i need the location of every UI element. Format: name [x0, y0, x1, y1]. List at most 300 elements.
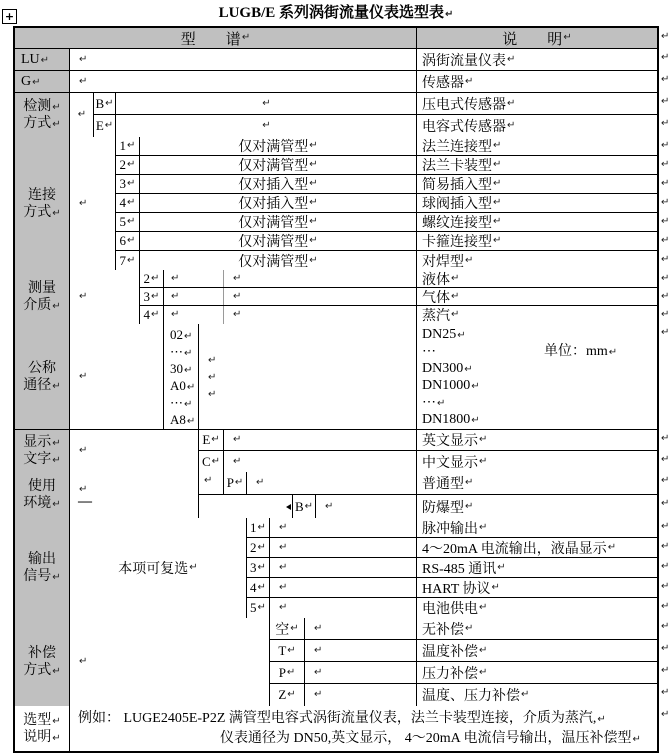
desc-cell: 蒸汽 ↵ — [422, 309, 460, 324]
pilcrow-mark: ↵ — [445, 9, 454, 20]
row-end-pilcrow: ↵ — [661, 140, 670, 151]
pilcrow-mark: ↵ — [40, 55, 50, 66]
pilcrow-mark: ↵ — [52, 207, 61, 219]
code-cell: C ↵ — [199, 451, 224, 472]
pilcrow-mark: ↵ — [127, 159, 136, 170]
environment-row-p — [199, 472, 657, 495]
desc-cell: 压力补偿 ↵ — [422, 666, 488, 682]
pilcrow-mark: ↵ — [186, 415, 196, 427]
empty-cell — [70, 49, 417, 70]
row-end-pilcrow: ↵ — [661, 273, 670, 284]
row-lu — [15, 49, 657, 71]
row-end-pilcrow: ↵ — [661, 216, 670, 227]
compensation-row-none — [270, 618, 657, 640]
pilcrow-mark: ↵ — [127, 197, 136, 208]
pilcrow-mark: ↵ — [189, 562, 198, 573]
span-cell — [70, 430, 199, 472]
desc-cell: 4～20mA 电流输出，液晶显示 ↵ — [422, 541, 617, 557]
table-move-handle[interactable] — [2, 9, 17, 24]
band-compensation — [15, 618, 657, 706]
pilcrow-mark: ↵ — [479, 644, 488, 656]
pilcrow-mark: ↵ — [479, 434, 488, 445]
pilcrow-mark: ↵ — [184, 347, 193, 359]
desc-cell: 螺纹连接型 ↵ — [422, 216, 502, 231]
pilcrow-mark: ↵ — [151, 290, 160, 302]
pilcrow-mark: ↵ — [507, 53, 516, 65]
row-end-pilcrow: ↵ — [661, 96, 670, 107]
pilcrow-mark: ↵ — [279, 521, 288, 533]
span-cell — [70, 93, 94, 137]
pilcrow-mark: ↵ — [279, 561, 288, 573]
pilcrow-mark: ↵ — [79, 445, 88, 456]
note-cell: 仅对插入型 ↵ — [140, 194, 417, 212]
empty-cell — [305, 684, 417, 706]
output-row-1 — [247, 518, 657, 538]
output-row-5 — [247, 598, 657, 618]
row-end-pilcrow: ↵ — [661, 254, 670, 265]
empty-cell — [224, 306, 417, 324]
pilcrow-mark: ↵ — [479, 666, 488, 678]
pilcrow-mark: ↵ — [451, 290, 460, 302]
medium-row-3 — [140, 288, 657, 306]
row-end-pilcrow: ↵ — [661, 433, 670, 444]
pilcrow-mark: ↵ — [257, 561, 266, 573]
empty-cell — [224, 430, 417, 450]
code-cell: 6 ↵ — [116, 232, 140, 250]
pilcrow-mark: ↵ — [32, 77, 41, 88]
code-cell: 空 ↵ — [270, 618, 305, 639]
pilcrow-mark: ↵ — [79, 291, 88, 302]
output-row-4 — [247, 578, 657, 598]
desc-cell: 法兰连接型 ↵ — [422, 140, 502, 155]
pilcrow-mark: ↵ — [211, 455, 221, 467]
pilcrow-mark: ↵ — [607, 541, 617, 553]
desc-cell: 简易插入型 ↵ — [422, 178, 502, 193]
row-label-g: G↵ — [15, 71, 70, 92]
code-cell: 1 ↵ — [116, 137, 140, 155]
empty-cell — [270, 538, 417, 557]
connect-row-3 — [116, 175, 657, 194]
row-end-pilcrow: ↵ — [661, 475, 670, 486]
pilcrow-mark: ↵ — [493, 140, 502, 151]
desc-cell: 对焊型 ↵ — [422, 254, 474, 270]
pilcrow-mark: ↵ — [290, 622, 299, 634]
code-cell: 2 ↵ — [116, 156, 140, 174]
pilcrow-mark: ↵ — [52, 301, 61, 312]
pilcrow-mark: ↵ — [233, 434, 242, 445]
pilcrow-mark: ↵ — [257, 541, 266, 553]
connect-row-2 — [116, 156, 657, 175]
row-end-pilcrow: ↵ — [661, 291, 670, 302]
desc-cell: 传感器 ↵ — [422, 75, 474, 91]
pilcrow-mark: ↵ — [256, 477, 265, 488]
pilcrow-mark: ↵ — [457, 329, 466, 341]
pilcrow-mark: ↵ — [52, 119, 61, 130]
pilcrow-mark: ↵ — [493, 235, 502, 246]
pilcrow-mark: ↵ — [304, 500, 314, 512]
pilcrow-mark: ↵ — [257, 602, 266, 613]
pilcrow-mark: ↵ — [234, 477, 244, 488]
empty-cell — [199, 324, 417, 429]
desc-cell: 球阀插入型 ↵ — [422, 197, 502, 212]
empty-cell — [224, 288, 417, 305]
row-end-pilcrow: ↵ — [661, 561, 670, 572]
empty-cell — [224, 270, 417, 287]
pilcrow-mark: ↵ — [632, 734, 641, 745]
medium-row-2 — [140, 270, 657, 288]
span-cell — [70, 324, 164, 429]
tab-marker-cell — [199, 495, 293, 518]
pilcrow-mark: ↵ — [233, 455, 242, 467]
pilcrow-mark: ↵ — [451, 272, 460, 284]
pilcrow-mark: ↵ — [233, 272, 242, 284]
code-cell: P ↵ — [224, 472, 247, 494]
pilcrow-mark: ↵ — [465, 75, 474, 87]
pilcrow-mark: ↵ — [465, 500, 474, 512]
pilcrow-mark: ↵ — [507, 97, 516, 109]
pilcrow-mark: ↵ — [309, 140, 318, 151]
desc-cell: RS-485 通讯 ↵ — [422, 561, 506, 577]
row-end-pilcrow: ↵ — [661, 498, 670, 509]
pilcrow-mark: ↵ — [493, 197, 502, 208]
note-cell: 仅对满管型 ↵ — [140, 251, 417, 270]
pilcrow-mark: ↵ — [104, 120, 114, 131]
pilcrow-mark: ↵ — [208, 355, 217, 366]
output-row-3 — [247, 558, 657, 578]
band-nominal-diameter — [15, 324, 657, 430]
empty-cell — [247, 472, 417, 494]
pilcrow-mark: ↵ — [171, 290, 180, 302]
desc-cell: 防爆型 ↵ — [422, 500, 474, 516]
diameter-code-list: 02↵ ⋯↵ 30↵ A0↵ ⋯↵ A8↵ — [164, 324, 199, 429]
pilcrow-mark: ↵ — [465, 254, 474, 266]
band-medium — [15, 270, 657, 324]
dash-mark: — — [78, 494, 92, 509]
compensation-row-t — [270, 640, 657, 662]
pilcrow-mark: ↵ — [52, 732, 61, 744]
pilcrow-mark: ↵ — [127, 216, 136, 227]
multi-select-note: 本项可复选 ↵ — [70, 518, 247, 618]
pilcrow-mark: ↵ — [52, 102, 61, 113]
code-cell: T ↵ — [270, 640, 305, 661]
row-end-pilcrow: ↵ — [661, 601, 670, 612]
compensation-row-z — [270, 684, 657, 706]
pilcrow-mark: ↵ — [521, 689, 530, 700]
pilcrow-mark: ↵ — [279, 581, 288, 593]
code-cell: 4 ↵ — [116, 194, 140, 212]
row-end-pilcrow: ↵ — [661, 687, 670, 698]
desc-cell: 法兰卡装型 ↵ — [422, 159, 502, 174]
row-label-medium: 测量 介质↵ — [15, 270, 70, 324]
connect-row-4 — [116, 194, 657, 213]
example-text: 例如： LUGE2405E-P2Z 满管型电容式涡街流量仪表，法兰卡装型连接，介质为蒸汽,↵ 仪表通径为 DN50,英文显示， 4～20mA 电流信号输出，温压补偿型↵ — [78, 711, 641, 746]
row-label-selection-example: 选型↵ 说明↵ — [15, 706, 70, 751]
row-g — [15, 71, 657, 93]
band-detect-mode — [15, 93, 657, 137]
pilcrow-mark: ↵ — [77, 109, 87, 120]
unit-note: 单位：mm↵ — [544, 343, 618, 359]
pilcrow-mark: ↵ — [309, 178, 318, 189]
pilcrow-mark: ↵ — [314, 666, 323, 678]
pilcrow-mark: ↵ — [257, 581, 266, 593]
desc-cell: 无补偿 ↵ — [422, 622, 474, 638]
band-output-signal — [15, 518, 657, 618]
row-end-pilcrow: ↵ — [661, 309, 670, 320]
desc-cell: 英文显示 ↵ — [422, 434, 488, 449]
pilcrow-mark: ↵ — [79, 53, 88, 65]
compensation-row-p — [270, 662, 657, 684]
left-triangle-mark — [286, 504, 291, 510]
code-cell: 3 ↵ — [140, 288, 164, 305]
pilcrow-mark: ↵ — [286, 666, 296, 678]
connect-row-1 — [116, 137, 657, 156]
pilcrow-mark: ↵ — [79, 484, 88, 495]
code-cell: Z ↵ — [270, 684, 305, 706]
code-cell: E ↵ — [199, 430, 224, 450]
move-handle-icon: + — [4, 10, 15, 23]
pilcrow-mark: ↵ — [52, 499, 61, 510]
desc-cell: 涡街流量仪表 ↵ — [422, 53, 516, 69]
pilcrow-mark: ↵ — [127, 140, 136, 151]
desc-cell: 液体 ↵ — [422, 272, 460, 288]
pilcrow-mark: ↵ — [314, 622, 323, 634]
desc-cell: 温度补偿 ↵ — [422, 644, 488, 660]
code-cell: 5 ↵ — [116, 213, 140, 231]
empty-cell — [305, 618, 417, 639]
pilcrow-mark: ↵ — [563, 32, 572, 43]
empty-cell — [164, 288, 224, 305]
pilcrow-mark: ↵ — [287, 644, 296, 656]
pilcrow-mark: ↵ — [309, 235, 318, 246]
row-label-environment: 使用 环境↵ — [15, 472, 70, 518]
pilcrow-mark: ↵ — [52, 715, 61, 727]
row-end-pilcrow: ↵ — [661, 581, 670, 592]
pilcrow-mark: ↵ — [314, 644, 323, 656]
pilcrow-mark: ↵ — [79, 197, 88, 209]
pilcrow-mark: ↵ — [451, 309, 460, 320]
pilcrow-mark: ↵ — [171, 309, 180, 320]
pilcrow-mark: ↵ — [184, 330, 193, 342]
span-cell — [70, 472, 199, 518]
pilcrow-mark: ↵ — [105, 97, 114, 109]
row-end-pilcrow: ↵ — [661, 643, 670, 654]
empty-cell — [316, 495, 417, 518]
detect-row-e — [94, 115, 657, 137]
pilcrow-mark: ↵ — [493, 178, 502, 189]
table-header-row — [15, 28, 657, 49]
row-end-pilcrow: ↵ — [661, 52, 670, 63]
pilcrow-mark: ↵ — [479, 521, 488, 533]
pilcrow-mark: ↵ — [211, 434, 220, 445]
row-label-nominal-diameter: 公称 通径↵ — [15, 324, 70, 429]
code-cell: 3 ↵ — [247, 558, 270, 577]
selection-table — [13, 26, 659, 753]
pilcrow-mark: ↵ — [186, 381, 196, 393]
empty-cell — [270, 558, 417, 577]
note-cell: 仅对插入型 ↵ — [140, 175, 417, 193]
pilcrow-mark: ↵ — [184, 364, 193, 376]
pilcrow-mark: ↵ — [479, 455, 488, 467]
empty-cell — [164, 270, 224, 287]
pilcrow-mark: ↵ — [471, 380, 480, 392]
row-label-detect-mode: 检测↵ 方式↵ — [15, 93, 70, 137]
empty-cell — [199, 472, 224, 494]
pilcrow-mark: ↵ — [208, 389, 217, 400]
header-description: 说 明 ↵ — [417, 28, 657, 48]
desc-cell: 温度、压力补偿 ↵ — [422, 689, 530, 704]
band-display-language — [15, 430, 657, 472]
code-cell: E ↵ — [94, 115, 116, 137]
desc-cell: 气体 ↵ — [422, 290, 460, 306]
pilcrow-mark: ↵ — [204, 475, 213, 486]
desc-cell: 压电式传感器 ↵ — [422, 97, 516, 113]
pilcrow-mark: ↵ — [608, 346, 618, 358]
row-end-pilcrow: ↵ — [661, 709, 670, 720]
span-cell — [70, 137, 116, 270]
row-end-pilcrow: ↵ — [661, 665, 670, 676]
row-end-pilcrow: ↵ — [661, 31, 670, 42]
code-cell: P ↵ — [270, 662, 305, 683]
pilcrow-mark: ↵ — [208, 372, 217, 383]
pilcrow-mark: ↵ — [465, 622, 474, 634]
code-cell: 2 ↵ — [140, 270, 164, 287]
pilcrow-mark: ↵ — [493, 216, 502, 227]
row-label-lu: LU↵ — [15, 49, 70, 70]
pilcrow-mark: ↵ — [257, 521, 266, 533]
row-end-pilcrow: ↵ — [661, 621, 670, 632]
pilcrow-mark: ↵ — [184, 398, 193, 410]
diameter-desc-list: DN25↵ ⋯ 单位：mm↵ DN300↵ DN1000↵ ⋯↵ DN1800↵ — [422, 326, 618, 427]
note-cell: 仅对满管型 ↵ — [140, 156, 417, 174]
pilcrow-mark: ↵ — [52, 380, 61, 392]
pilcrow-mark: ↵ — [325, 500, 334, 512]
band-connection-mode — [15, 137, 657, 270]
row-end-pilcrow: ↵ — [661, 118, 670, 129]
pilcrow-mark: ↵ — [279, 602, 288, 613]
empty-cell — [70, 71, 417, 92]
code-cell: 4 ↵ — [247, 578, 270, 597]
desc-cell: 中文显示 ↵ — [422, 455, 488, 471]
note-cell: 仅对满管型 ↵ — [140, 137, 417, 155]
display-row-e — [199, 430, 657, 451]
empty-cell — [224, 451, 417, 472]
code-cell: 3 ↵ — [116, 175, 140, 193]
empty-cell — [116, 115, 417, 137]
pilcrow-mark: ↵ — [171, 272, 180, 284]
code-cell: B ↵ — [94, 93, 116, 114]
row-end-pilcrow: ↵ — [661, 327, 670, 338]
pilcrow-mark: ↵ — [79, 75, 88, 87]
note-cell: 仅对满管型 ↵ — [140, 213, 417, 231]
pilcrow-mark: ↵ — [309, 197, 318, 208]
code-cell: B ↵ — [293, 495, 316, 518]
pilcrow-mark: ↵ — [151, 272, 160, 284]
pilcrow-mark: ↵ — [471, 414, 480, 426]
span-cell — [70, 618, 270, 706]
pilcrow-mark: ↵ — [241, 32, 251, 43]
row-label-output-signal: 输出 信号↵ — [15, 518, 70, 618]
empty-cell — [270, 578, 417, 597]
pilcrow-mark: ↵ — [127, 254, 136, 266]
pilcrow-mark: ↵ — [52, 438, 61, 449]
code-cell: 1 ↵ — [247, 518, 270, 537]
row-label-connection-mode: 连接 方式↵ — [15, 137, 70, 270]
medium-row-4 — [140, 306, 657, 324]
pilcrow-mark: ↵ — [314, 689, 323, 700]
pilcrow-mark: ↵ — [233, 309, 242, 320]
pilcrow-mark: ↵ — [279, 541, 288, 553]
desc-cell: HART 协议 ↵ — [422, 581, 500, 597]
pilcrow-mark: ↵ — [52, 666, 61, 677]
row-end-pilcrow: ↵ — [661, 178, 670, 189]
empty-cell — [270, 518, 417, 537]
pilcrow-mark: ↵ — [493, 159, 502, 170]
pilcrow-mark: ↵ — [479, 602, 488, 613]
empty-cell — [116, 93, 417, 114]
note-cell: 仅对满管型 ↵ — [140, 232, 417, 250]
pilcrow-mark: ↵ — [491, 581, 500, 593]
pilcrow-mark: ↵ — [597, 714, 606, 725]
row-end-pilcrow: ↵ — [661, 74, 670, 85]
pilcrow-mark: ↵ — [309, 216, 318, 227]
desc-cell: 普通型 ↵ — [422, 477, 474, 492]
pilcrow-mark: ↵ — [309, 254, 318, 266]
row-end-pilcrow: ↵ — [661, 159, 670, 170]
pilcrow-mark: ↵ — [79, 370, 88, 382]
pilcrow-mark: ↵ — [127, 235, 136, 246]
desc-cell: 电容式传感器 ↵ — [422, 120, 516, 135]
pilcrow-mark: ↵ — [127, 178, 136, 189]
connect-row-5 — [116, 213, 657, 232]
page-title: LUGB/E 系列涡街流量仪表选型表↵ — [218, 5, 454, 21]
pilcrow-mark: ↵ — [52, 572, 61, 583]
row-end-pilcrow: ↵ — [661, 454, 670, 465]
desc-cell: 电池供电 ↵ — [422, 602, 488, 617]
connect-row-6 — [116, 232, 657, 251]
pilcrow-mark: ↵ — [151, 309, 160, 320]
empty-cell — [305, 662, 417, 683]
pilcrow-mark: ↵ — [437, 397, 446, 409]
pilcrow-mark: ↵ — [497, 561, 506, 573]
display-row-c — [199, 451, 657, 472]
code-cell: 2 ↵ — [247, 538, 270, 557]
row-end-pilcrow: ↵ — [661, 541, 670, 552]
empty-cell — [164, 306, 224, 324]
empty-cell — [270, 598, 417, 618]
row-end-pilcrow: ↵ — [661, 197, 670, 208]
span-cell — [70, 270, 140, 324]
pilcrow-mark: ↵ — [262, 97, 271, 109]
code-cell: 4 ↵ — [140, 306, 164, 324]
row-label-display-language: 显示↵ 文字↵ — [15, 430, 70, 472]
pilcrow-mark: ↵ — [79, 656, 88, 667]
pilcrow-mark: ↵ — [309, 159, 318, 170]
pilcrow-mark: ↵ — [507, 120, 516, 131]
pilcrow-mark: ↵ — [287, 689, 296, 700]
desc-cell: 脉冲输出 ↵ — [422, 521, 488, 537]
pilcrow-mark: ↵ — [262, 120, 271, 131]
code-cell: 5 ↵ — [247, 598, 270, 618]
output-row-2 — [247, 538, 657, 558]
pilcrow-mark: ↵ — [52, 455, 61, 466]
connect-row-7 — [116, 251, 657, 270]
header-spectrum: 型 谱 ↵ — [15, 28, 417, 48]
desc-cell: 卡箍连接型 ↵ — [422, 235, 502, 250]
pilcrow-mark: ↵ — [233, 290, 242, 302]
row-end-pilcrow: ↵ — [661, 521, 670, 532]
environment-row-b — [199, 495, 657, 518]
band-environment — [15, 472, 657, 518]
